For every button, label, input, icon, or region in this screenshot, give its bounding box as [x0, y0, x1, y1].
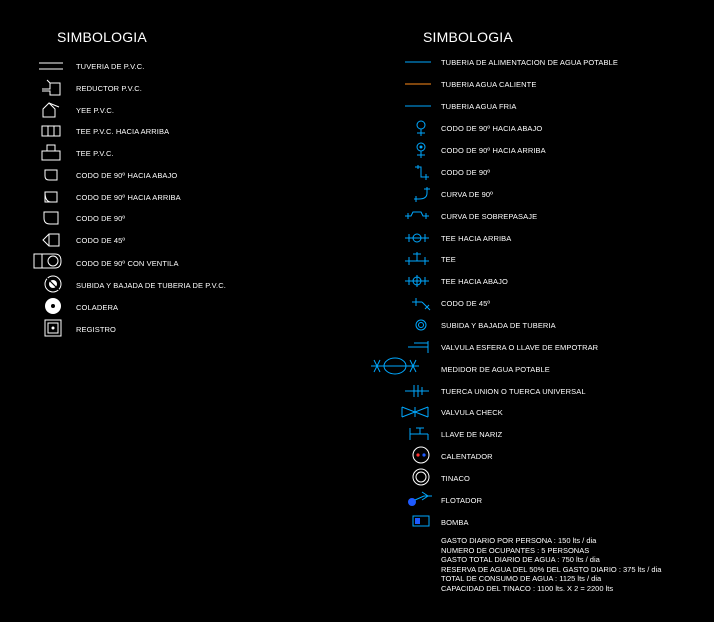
- left-label-1: REDUCTOR P.V.C.: [76, 84, 142, 93]
- right-label-17: LLAVE DE NARIZ: [441, 430, 503, 439]
- right-label-14: MEDIDOR DE AGUA POTABLE: [441, 365, 550, 374]
- water-calculation-notes: [441, 536, 661, 593]
- right-label-15: TUERCA UNION O TUERCA UNIVERSAL: [441, 387, 586, 396]
- note-line: GASTO DIARIO POR PERSONA : 150 lts / dia: [441, 536, 597, 545]
- yee-icon: [34, 100, 68, 120]
- codo-90-icon: [404, 162, 438, 182]
- right-label-16: VALVULA CHECK: [441, 408, 503, 417]
- tuberia-caliente-icon: [401, 74, 435, 94]
- valvula-check-icon: [398, 402, 432, 422]
- flotador-icon: [402, 489, 436, 509]
- left-label-12: REGISTRO: [76, 325, 116, 334]
- note-line: GASTO TOTAL DIARIO DE AGUA : 750 lts / dia: [441, 555, 600, 564]
- right-label-10: TEE HACIA ABAJO: [441, 277, 508, 286]
- left-label-8: CODO DE 45º: [76, 236, 126, 245]
- tuberia-alimentacion-icon: [401, 52, 435, 72]
- left-label-0: TUVERIA DE P.V.C.: [76, 62, 145, 71]
- right-label-0: TUBERIA DE ALIMENTACION DE AGUA POTABLE: [441, 58, 619, 67]
- tee-hacia-abajo-icon: [400, 271, 434, 291]
- subida-bajada-pvc-icon: [36, 274, 70, 294]
- left-label-3: TEE P.V.C. HACIA ARRIBA: [76, 127, 170, 136]
- codo-45-icon: [34, 230, 68, 250]
- right-label-11: CODO DE 45º: [441, 299, 491, 308]
- codo-90-arriba-icon: [404, 140, 438, 160]
- right-label-1: TUBERIA AGUA CALIENTE: [441, 80, 537, 89]
- right-label-20: FLOTADOR: [441, 496, 483, 505]
- right-label-18: CALENTADOR: [441, 452, 493, 461]
- codo-90-arriba-icon: [34, 187, 68, 207]
- codo-45-icon: [404, 293, 438, 313]
- right-label-4: CODO DE 90º HACIA ARRIBA: [441, 146, 546, 155]
- reductor-icon: [34, 78, 68, 98]
- curva-90-icon: [404, 184, 438, 204]
- note-line: NUMERO DE OCUPANTES : 5 PERSONAS: [441, 545, 590, 555]
- note-line: TOTAL DE CONSUMO DE AGUA : 1125 lts / dia: [441, 574, 602, 583]
- calentador-icon: [404, 445, 438, 465]
- left-label-5: CODO DE 90º HACIA ABAJO: [76, 171, 178, 180]
- right-label-19: TINACO: [441, 474, 470, 483]
- medidor-icon: [378, 356, 412, 376]
- right-label-7: CURVA DE SOBREPASAJE: [441, 212, 538, 221]
- tee-hacia-arriba-icon: [400, 228, 434, 248]
- right-label-13: VALVULA ESFERA O LLAVE DE EMPOTRAR: [441, 343, 599, 352]
- right-label-8: TEE HACIA ARRIBA: [441, 234, 512, 243]
- right-label-6: CURVA DE 90º: [441, 190, 494, 199]
- left-label-9: CODO DE 90º CON VENTILA: [76, 259, 179, 268]
- subida-bajada-icon: [404, 315, 438, 335]
- tuerca-union-icon: [400, 381, 434, 401]
- codo-90-abajo-icon: [404, 118, 438, 138]
- right-title: SIMBOLOGIA: [423, 29, 513, 45]
- curva-sobrepasaje-icon: [400, 206, 434, 226]
- coladera-icon: [36, 296, 70, 316]
- bomba-icon: [404, 511, 438, 531]
- tinaco-icon: [404, 467, 438, 487]
- tuberia-fria-icon: [401, 96, 435, 116]
- left-label-6: CODO DE 90º HACIA ARRIBA: [76, 193, 181, 202]
- left-label-7: CODO DE 90º: [76, 214, 126, 223]
- left-label-2: YEE P.V.C.: [76, 106, 115, 115]
- note-line: CAPACIDAD DEL TINACO : 1100 lts. X 2 = 2200 lts: [441, 583, 614, 593]
- left-title: SIMBOLOGIA: [57, 29, 147, 45]
- tee-icon: [34, 143, 68, 163]
- codo-90-icon: [34, 208, 68, 228]
- tuberia-pvc-icon: [34, 56, 68, 76]
- codo-90-ventila-icon: [30, 251, 64, 271]
- right-label-9: TEE: [441, 255, 456, 264]
- right-label-3: CODO DE 90º HACIA ABAJO: [441, 124, 543, 133]
- llave-nariz-icon: [402, 424, 436, 444]
- left-label-11: COLADERA: [76, 303, 119, 312]
- right-label-5: CODO DE 90º: [441, 168, 491, 177]
- note-line: RESERVA DE AGUA DEL 50% DEL GASTO DIARIO : 375 lts / dia: [441, 564, 662, 574]
- right-label-2: TUBERIA AGUA FRIA: [441, 102, 517, 111]
- right-label-21: BOMBA: [441, 518, 469, 527]
- registro-icon: [36, 318, 70, 338]
- left-label-10: SUBIDA Y BAJADA DE TUBERIA DE P.V.C.: [76, 281, 226, 290]
- codo-90-abajo-icon: [34, 165, 68, 185]
- tee-hacia-arriba-icon: [34, 121, 68, 141]
- left-label-4: TEE P.V.C.: [76, 149, 114, 158]
- tee-icon: [400, 249, 434, 269]
- right-label-12: SUBIDA Y BAJADA DE TUBERIA: [441, 321, 556, 330]
